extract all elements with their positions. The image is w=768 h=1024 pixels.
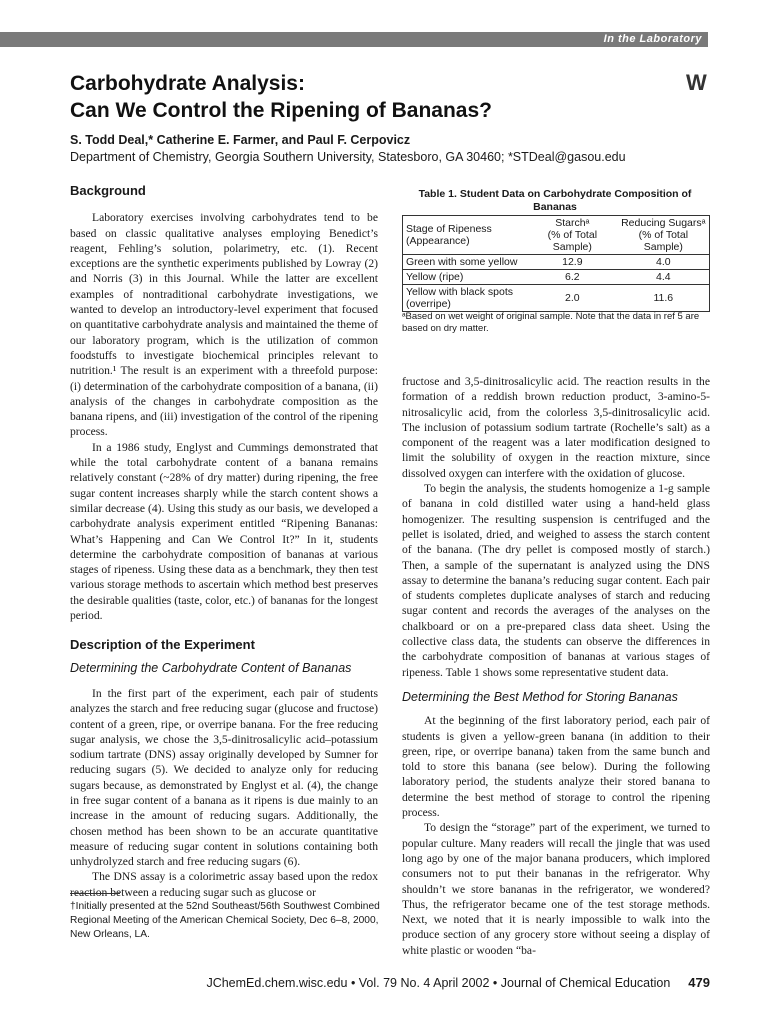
paragraph: To design the “storage” part of the experiment, we turned to popular culture. Many readers will recall the jingle that was used long ago by one of the major banana producers, which implored consumers not to put their bananas in the refrigerator. Why shouldn’t we store bananas in the refrigerator, we wondered? Thus, the refrigerator became one of the test storage methods. Next, we noted that it is nearly impossible to walk into the produce section of any grocery store without seeing a display of white plastic or wooden “ba- bbox=[402, 821, 710, 957]
table-cell-starch: 2.0 bbox=[565, 292, 580, 304]
table-cell-sugar: 11.6 bbox=[653, 292, 674, 304]
paragraph: At the beginning of the first laboratory period, each pair of students is given a yellow-green banana (in addition to their green, ripe, or overripe banana) taken from the same bunch and told to store this banana (see below). During the following laboratory period, the students analyze their stored banana to determine the best method of storage to control the ripening process. bbox=[402, 714, 710, 820]
page-footer bbox=[206, 975, 710, 990]
table-cell-stage: Green with some yellow bbox=[403, 255, 528, 270]
table-header-sugar bbox=[618, 216, 710, 255]
table-cell-sugar: 4.0 bbox=[618, 255, 710, 270]
table-header-starch-line1: Starchᵃ bbox=[555, 217, 590, 229]
footnote-rule bbox=[70, 893, 120, 894]
title-line-1: Carbohydrate Analysis: bbox=[70, 72, 305, 95]
section-header-bar bbox=[0, 32, 708, 47]
paragraph: Laboratory exercises involving carbohydrates tend to be based on classic qualitative analyses employing Benedict’s reagent, Fehling’s solution, polarimetry, etc. (1). Recent exceptions are the synthetic experiments published by Lowray (2) and Norris (3) in this Journal. While the latter are excellent examples of nontraditional carbohydrate investigations, we wanted to develop an introductory-level experiment that focused on quantitative carbohydrate analysis and maintained the theme of our laboratory program, which is the utilization of common foodstuffs to investigate biochemical principles relevant to nutrition.¹ The result is an experiment with a threefold purpose: (i) determination of the carbohydrate composition of a banana, (ii) analysis of the changes in carbohydrate composition as the banana ripens, and (iii) investigation of the control of the ripening process. bbox=[70, 211, 378, 439]
article-title bbox=[70, 70, 630, 124]
paragraph: The DNS assay is a colorimetric assay based upon the redox reaction between a reducing sugar such as glucose or bbox=[70, 870, 378, 899]
paragraph: In the first part of the experiment, each pair of students analyzes the starch and free reducing sugar (glucose and fructose) content of a green, ripe, or overripe banana. For the free reducing sugar analysis, we chose the 3,5-dinitrosalicylic acid–potassium sodium tartrate (DNS) assay originally developed by Sumner for reducing sugars (5). We decided to analyze only for reducing sugars because, as demonstrated by Englyst et al. (4), the change in free sugar content of a banana as it ripens is due mainly to an increase in the amount of reducing sugars. Additionally, the chosen method has been shown to be an accurate quantitative measure of reducing sugar content in solutions containing both unhydrolyzed starch and free reducing sugars (6). bbox=[70, 686, 378, 869]
table-header-row bbox=[403, 216, 710, 255]
table-row bbox=[403, 255, 710, 270]
table-header-starch-line2: (% of Total Sample) bbox=[547, 229, 598, 253]
heading-background: Background bbox=[70, 183, 146, 198]
right-column bbox=[402, 374, 710, 958]
paragraph: fructose and 3,5-dinitrosalicylic acid. The reaction results in the formation of a reddish brown reduction product, 3-amino-5-nitrosalicylic acid, from the colorless 3,5-dinitrosalicylic acid. The inclusion of potassium sodium tartrate (Rochelle’s salt) as a component of the reagent was a later modification designed to limit the solubility of oxygen in the reaction mixture, since dissolved oxygen can interfere with the oxidation of glucose. bbox=[402, 375, 710, 480]
table-header-starch bbox=[527, 216, 618, 255]
heading-description: Description of the Experiment bbox=[70, 637, 255, 653]
table-caption: Table 1. Student Data on Carbohydrate Composition of Bananas bbox=[418, 188, 692, 213]
table-header-stage: Stage of Ripeness (Appearance) bbox=[403, 216, 528, 255]
page-number: 479 bbox=[688, 975, 710, 990]
table-note: ᵃBased on wet weight of original sample. Note that the data in ref 5 are based on dry matter. bbox=[402, 311, 700, 334]
table-header-sugar-line1: Reducing Sugarsᵃ bbox=[621, 217, 706, 229]
affiliation: Department of Chemistry, Georgia Southern University, Statesboro, GA 30460; *STDeal@gasou.edu bbox=[70, 150, 626, 164]
authors: S. Todd Deal,* Catherine E. Farmer, and Paul F. Cerpovicz bbox=[70, 133, 411, 147]
subheading-determining: Determining the Carbohydrate Content of Bananas bbox=[70, 660, 352, 675]
table-cell-starch: 6.2 bbox=[527, 270, 618, 285]
paragraph: To begin the analysis, the students homogenize a 1-g sample of banana in cold distilled water using a hand-held glass homogenizer. The resulting suspension is centrifuged and the pellet is isolated, dried, and weighed to assess the starch content of the banana. (The dry pellet is composed mostly of starch.) Then, a sample of the supernatant is analyzed using the DNS assay to determine the banana’s reducing sugar content. Each pair of students completes duplicate analyses of starch and reducing sugar content and records the averages of the analyses on the chalkboard or on a pre-prepared class data sheet. Using the collective class data, the students can observe the differences in the carbohydrate composition of bananas at various stages of ripeness. Table 1 shows some representative student data. bbox=[402, 482, 710, 679]
web-material-icon: W bbox=[686, 70, 707, 95]
table-header-sugar-line2: (% of Total Sample) bbox=[638, 229, 689, 253]
table-row bbox=[403, 270, 710, 285]
title-line-2: Can We Control the Ripening of Bananas? bbox=[70, 99, 492, 122]
table-cell-stage: Yellow with black spots (overripe) bbox=[406, 286, 513, 310]
paragraph: In a 1986 study, Englyst and Cummings demonstrated that while the total carbohydrate content of a banana remains relatively constant (~28% of dry matter) during ripening, the free sugar content increases sharply while the starch content shows a similar decrease (4). Using this study as our basis, we developed a carbohydrate analysis experiment entitled “Ripening Bananas: What’s Happening and Can We Control It?” In it, students determine the carbohydrate composition of bananas at various stages of ripeness. Using these data as a benchmark, they then test various storage methods to ascertain which method best preserves the desirable qualities (taste, color, etc.) of bananas for the longest period. bbox=[70, 440, 378, 623]
footer-citation: JChemEd.chem.wisc.edu • Vol. 79 No. 4 April 2002 • Journal of Chemical Education bbox=[206, 976, 671, 990]
table-cell-stage: Yellow (ripe) bbox=[403, 270, 528, 285]
table-row bbox=[403, 285, 710, 312]
table-cell-starch: 12.9 bbox=[527, 255, 618, 270]
data-table bbox=[402, 215, 710, 312]
footnote: †Initially presented at the 52nd Southeast/56th Southwest Combined Regional Meeting of the American Chemical Society, Dec 6–8, 2000, New Orleans, LA. bbox=[70, 901, 380, 940]
table-cell-sugar: 4.4 bbox=[618, 270, 710, 285]
left-column bbox=[70, 183, 378, 900]
subheading-storing: Determining the Best Method for Storing Bananas bbox=[402, 689, 678, 704]
section-label: In the Laboratory bbox=[603, 33, 702, 45]
